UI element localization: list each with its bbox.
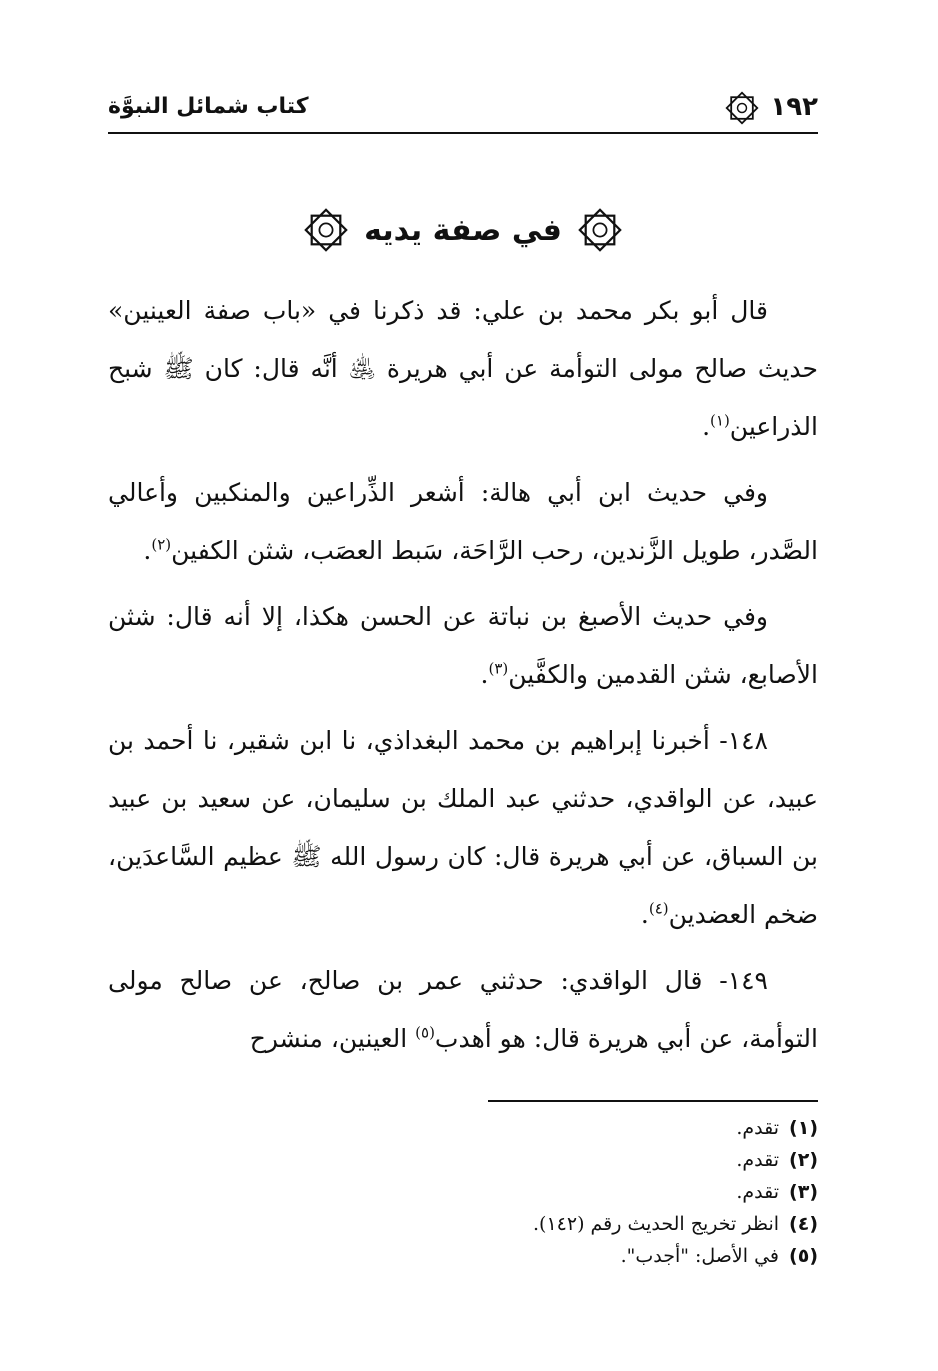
body-text xyxy=(108,282,818,1076)
section-heading xyxy=(108,200,818,260)
footnote-item: (٥)في الأصل: "أجدب". xyxy=(620,1245,818,1267)
footnote-ref[interactable]: (٢) xyxy=(151,535,172,554)
footnote-number: (٣) xyxy=(789,1181,818,1203)
paragraph: قال أبو بكر محمد بن علي: قد ذكرنا في «باب صفة العينين» حديث صالح مولى التوأمة عن أبي هريرة ﵁ أنَّه قال: كان ﷺ شبح الذراعين$^{(١)}$. xyxy=(108,296,818,441)
book-title: كتاب شمائل النبوَّة xyxy=(108,94,309,119)
footnote-number: (٤) xyxy=(789,1213,818,1235)
paragraph: ١٤٩- قال الواقدي: حدثني عمر بن صالح، عن صالح مولى التوأمة، عن أبي هريرة قال: هو أهدب$^{(٥)}$ العينين، منشرح xyxy=(108,966,818,1053)
section-title: في صفة يديه xyxy=(364,212,562,248)
paragraph: ١٤٨- أخبرنا إبراهيم بن محمد البغداذي، نا ابن شقير، نا أحمد بن عبيد، عن الواقدي، حدثني عبد الملك بن سليمان، عن سعيد بن عبيد بن السباق، عن أبي هريرة قال: كان رسول الله ﷺ عظيم السَّاعدَين، ضخم العضدين$^{(٤)}$. xyxy=(108,726,819,929)
paragraph: وفي حديث الأصبغ بن نباتة عن الحسن هكذا، إلا أنه قال: شثن الأصابع، شثن القدمين والكفَّين$^{(٣)}$. xyxy=(108,602,818,689)
footnote-item: (٤)انظر تخريج الحديث رقم (١٤٢). xyxy=(532,1213,818,1235)
footnote-item: (١)تقدم. xyxy=(736,1117,818,1139)
running-header xyxy=(108,82,818,134)
footnote-number: (٢) xyxy=(789,1149,818,1171)
footnote-item: (٣)تقدم. xyxy=(736,1181,818,1203)
star-rosette-icon xyxy=(724,90,760,126)
footnote-ref[interactable]: (٥) xyxy=(415,1023,435,1042)
star-rosette-icon xyxy=(578,208,622,252)
footnotes xyxy=(218,1112,818,1272)
footnote-number: (٥) xyxy=(789,1245,818,1267)
footnote-divider xyxy=(488,1100,818,1102)
paragraph: وفي حديث ابن أبي هالة: أشعر الذِّراعين والمنكبين وأعالي الصَّدر، طويل الزَّندين، رحب الرَّاحَة، سَبط العصَب، شثن الكفين$^{(٢)}$. xyxy=(108,478,818,565)
footnote-ref[interactable]: (٣) xyxy=(488,659,509,678)
footnote-number: (١) xyxy=(789,1117,818,1139)
footnote-ref[interactable]: (٤) xyxy=(648,899,669,918)
footnote-ref[interactable]: (١) xyxy=(710,411,730,430)
star-rosette-icon xyxy=(304,208,348,252)
footnote-item: (٢)تقدم. xyxy=(736,1149,818,1171)
page-number: ١٩٢ xyxy=(770,92,818,122)
